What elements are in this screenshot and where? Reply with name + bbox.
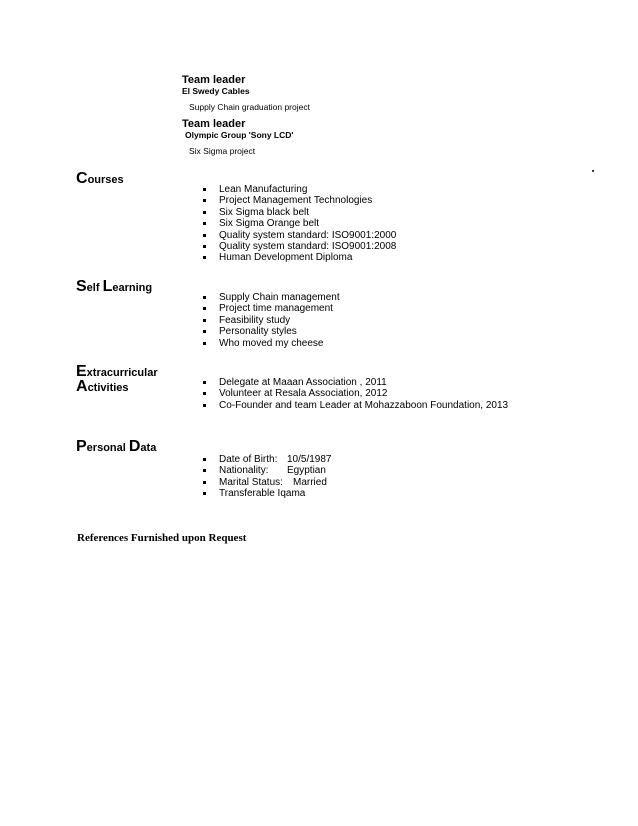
extracurricular-heading-line-2: Activities (76, 378, 129, 395)
nationality-label: Nationality: (219, 465, 269, 477)
date-of-birth-row (203, 454, 332, 465)
stray-dot (592, 170, 594, 172)
project-description-1: Supply Chain graduation project (189, 102, 310, 112)
job-title-1: Team leader (182, 74, 246, 86)
self-learning-item: Personality styles (203, 326, 340, 337)
self-learning-heading: Self Learning (76, 278, 153, 295)
iqama-item: Transferable Iqama (203, 488, 332, 499)
course-item: Project Management Technologies (203, 195, 396, 206)
courses-list (203, 184, 396, 264)
course-item: Quality system standard: ISO9001:2008 (203, 241, 396, 252)
self-learning-list (203, 292, 340, 349)
date-of-birth-label: Date of Birth: (219, 454, 278, 465)
course-item: Six Sigma black belt (203, 207, 396, 218)
date-of-birth-value: 10/5/1987 (287, 454, 332, 465)
marital-status-row (203, 477, 332, 488)
self-learning-item: Feasibility study (203, 315, 340, 326)
personal-data-heading: Personal Data (76, 438, 157, 455)
project-description-2: Six Sigma project (189, 146, 256, 156)
self-learning-item: Project time management (203, 303, 340, 314)
company-name-1: El Swedy Cables (182, 86, 250, 96)
courses-heading: Courses (76, 170, 124, 187)
extracurricular-item: Volunteer at Resala Association, 2012 (203, 388, 508, 399)
nationality-row (203, 465, 332, 476)
job-title-2: Team leader (182, 118, 246, 130)
self-learning-item: Supply Chain management (203, 292, 340, 303)
personal-data-list (203, 454, 332, 500)
marital-status-value: Married (293, 476, 327, 488)
nationality-value: Egyptian (287, 465, 326, 477)
extracurricular-item: Delegate at Maaan Association , 2011 (203, 377, 508, 388)
course-item: Human Development Diploma (203, 252, 396, 263)
extracurricular-item: Co-Founder and team Leader at Mohazzaboon Foundation, 2013 (203, 400, 508, 411)
company-name-2: Olympic Group 'Sony LCD' (185, 130, 294, 140)
references-note: References Furnished upon Request (77, 532, 247, 544)
extracurricular-list (203, 377, 508, 411)
self-learning-item: Who moved my cheese (203, 338, 340, 349)
course-item: Lean Manufacturing (203, 184, 396, 195)
extracurricular-heading-line-1: Extracurricular (76, 363, 158, 380)
course-item: Six Sigma Orange belt (203, 218, 396, 229)
marital-status-label: Marital Status: (219, 476, 283, 488)
course-item: Quality system standard: ISO9001:2000 (203, 230, 396, 241)
